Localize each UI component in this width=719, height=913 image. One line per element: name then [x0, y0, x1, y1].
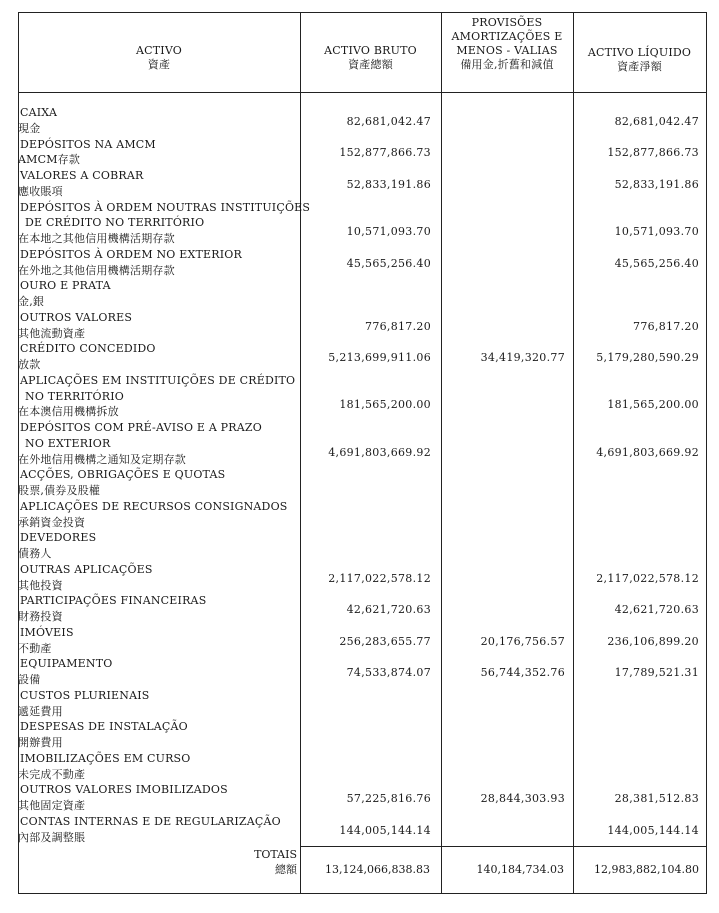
row-label-pt: OUTRAS APLICAÇÕES [20, 562, 153, 576]
row-value-liq: 45,565,256.40 [614, 256, 699, 270]
row-value-liq: 5,179,280,590.29 [596, 351, 699, 364]
row-value-bruto: 5,213,699,911.06 [328, 351, 431, 364]
row-value-liq: 4,691,803,669.92 [596, 445, 699, 459]
row-label-pt: CAIXA [20, 106, 58, 119]
row-label-pt: OUTROS VALORES IMOBILIZADOS [20, 783, 228, 797]
row-value-liq: 144,005,144.14 [607, 823, 699, 837]
row-value-bruto: 776,817.20 [365, 319, 431, 333]
row-label-zh: 債務人 [18, 547, 52, 560]
row-label-zh: 在本地之其他信用機構活期存款 [18, 232, 175, 245]
row-label-zh: 其他固定資產 [18, 799, 86, 812]
row-label-pt: CONTAS INTERNAS E DE REGULARIZAÇÃO [20, 814, 281, 828]
row-label-pt: DEVEDORES [20, 531, 97, 545]
row-value-liq: 152,877,866.73 [607, 146, 699, 160]
totals-bruto: 13,124,066,838.83 [325, 863, 430, 876]
row-value-liq: 17,789,521.31 [614, 666, 699, 679]
totals-top-border [300, 846, 706, 847]
row-label-zh: 設備 [18, 673, 41, 686]
row-label-pt: DEPÓSITOS NA AMCM [20, 137, 156, 151]
row-value-liq: 82,681,042.47 [614, 114, 699, 128]
table-top-border [18, 12, 706, 13]
row-label-pt: NO EXTERIOR [25, 436, 111, 450]
totals-label-pt: TOTAIS [254, 848, 297, 861]
row-label-pt: DEPÓSITOS À ORDEM NO EXTERIOR [20, 247, 242, 261]
header-activo-bruto: ACTIVO BRUTO 資產總額 [324, 44, 417, 71]
row-value-liq: 28,381,512.83 [614, 792, 699, 805]
row-value-bruto: 181,565,200.00 [339, 398, 431, 412]
row-value-liq: 10,571,093.70 [614, 225, 699, 238]
row-label-pt: ACÇÕES, OBRIGAÇÕES E QUOTAS [20, 468, 226, 482]
header-bottom-border [18, 92, 706, 93]
row-label-zh: 遞延費用 [18, 704, 63, 718]
column-divider-3 [573, 12, 574, 894]
row-label-pt: DE CRÉDITO NO TERRITÓRIO [25, 216, 205, 230]
row-label-pt: CRÉDITO CONCEDIDO [20, 342, 156, 356]
row-label-zh: 股票,債券及股權 [18, 484, 101, 497]
row-label-zh: 現金 [18, 121, 41, 135]
row-value-prov: 34,419,320.77 [480, 351, 565, 364]
row-value-liq: 52,833,191.86 [614, 177, 699, 191]
totals-liquido: 12,983,882,104.80 [594, 863, 699, 876]
row-label-zh: AMCM存款 [18, 153, 81, 167]
row-label-zh: 未完成不動產 [18, 767, 86, 781]
row-value-bruto: 144,005,144.14 [339, 823, 431, 837]
row-label-zh: 不動產 [18, 641, 52, 655]
row-value-bruto: 45,565,256.40 [346, 256, 431, 270]
row-value-bruto: 82,681,042.47 [346, 114, 431, 128]
header-provisoes: PROVISÕES AMORTIZAÇÕES E MENOS - VALIAS 備用金,折舊和減值 [451, 16, 563, 71]
row-label-pt: CUSTOS PLURIENAIS [20, 688, 150, 702]
row-label-pt: OURO E PRATA [20, 279, 111, 293]
row-value-bruto: 57,225,816.76 [346, 792, 431, 805]
row-value-prov: 20,176,756.57 [480, 634, 565, 648]
row-label-pt: VALORES A COBRAR [20, 169, 144, 182]
row-value-liq: 2,117,022,578.12 [596, 571, 699, 585]
totals-label-zh: 總額 [275, 863, 297, 876]
row-label-zh: 財務投資 [18, 610, 63, 623]
row-value-liq: 776,817.20 [633, 319, 699, 333]
row-value-bruto: 256,283,655.77 [339, 634, 431, 648]
row-label-zh: 其他流動資產 [18, 326, 86, 340]
row-value-bruto: 152,877,866.73 [339, 146, 431, 160]
column-divider-2 [441, 12, 442, 894]
row-label-pt: IMÓVEIS [20, 625, 74, 639]
row-value-bruto: 2,117,022,578.12 [328, 571, 431, 585]
row-label-zh: 金,銀 [18, 295, 45, 308]
header-activo-liquido: ACTIVO LÍQUIDO 資產淨額 [587, 46, 692, 73]
row-label-zh: 在外地信用機構之通知及定期存款 [18, 452, 186, 466]
row-label-pt: APLICAÇÕES EM INSTITUIÇÕES DE CRÉDITO [20, 373, 296, 387]
row-value-bruto: 52,833,191.86 [346, 177, 431, 191]
row-label-pt: IMOBILIZAÇÕES EM CURSO [20, 751, 191, 765]
row-label-zh: 承銷資金投資 [18, 515, 86, 529]
row-value-prov: 56,744,352.76 [480, 666, 565, 679]
row-value-prov: 28,844,303.93 [480, 792, 565, 805]
row-label-zh: 放款 [18, 358, 41, 371]
header-activo: ACTIVO 資產 [135, 44, 182, 71]
row-label-pt: OUTROS VALORES [20, 310, 133, 324]
row-label-zh: 開辦費用 [18, 736, 63, 749]
row-label-pt: PARTICIPAÇÕES FINANCEIRAS [20, 594, 207, 608]
row-label-pt: NO TERRITÓRIO [25, 389, 125, 403]
row-label-zh: 應收賬項 [18, 184, 63, 198]
row-label-pt: DEPÓSITOS COM PRÉ-AVISO E A PRAZO [20, 421, 262, 434]
right-border [706, 12, 707, 894]
row-label-zh: 在外地之其他信用機構活期存款 [18, 263, 175, 277]
row-value-liq: 42,621,720.63 [614, 603, 699, 616]
row-label-pt: DEPÓSITOS À ORDEM NOUTRAS INSTITUIÇÕES [20, 200, 311, 214]
row-value-bruto: 4,691,803,669.92 [328, 445, 431, 459]
row-value-bruto: 10,571,093.70 [346, 225, 431, 238]
row-label-pt: DESPESAS DE INSTALAÇÃO [20, 720, 188, 734]
row-label-pt: APLICAÇÕES DE RECURSOS CONSIGNADOS [20, 499, 288, 513]
row-label-zh: 其他投資 [18, 578, 63, 592]
row-value-liq: 236,106,899.20 [607, 634, 699, 648]
row-value-bruto: 74,533,874.07 [346, 666, 431, 679]
row-value-bruto: 42,621,720.63 [346, 603, 431, 616]
row-value-liq: 181,565,200.00 [607, 398, 699, 412]
column-divider-1 [300, 12, 301, 894]
row-label-zh: 在本澳信用機構拆放 [18, 405, 119, 419]
row-label-zh: 內部及調整賬 [18, 830, 86, 844]
row-label-pt: EQUIPAMENTO [20, 657, 113, 671]
table-bottom-border [18, 893, 706, 894]
totals-provisoes: 140,184,734.03 [476, 863, 564, 876]
